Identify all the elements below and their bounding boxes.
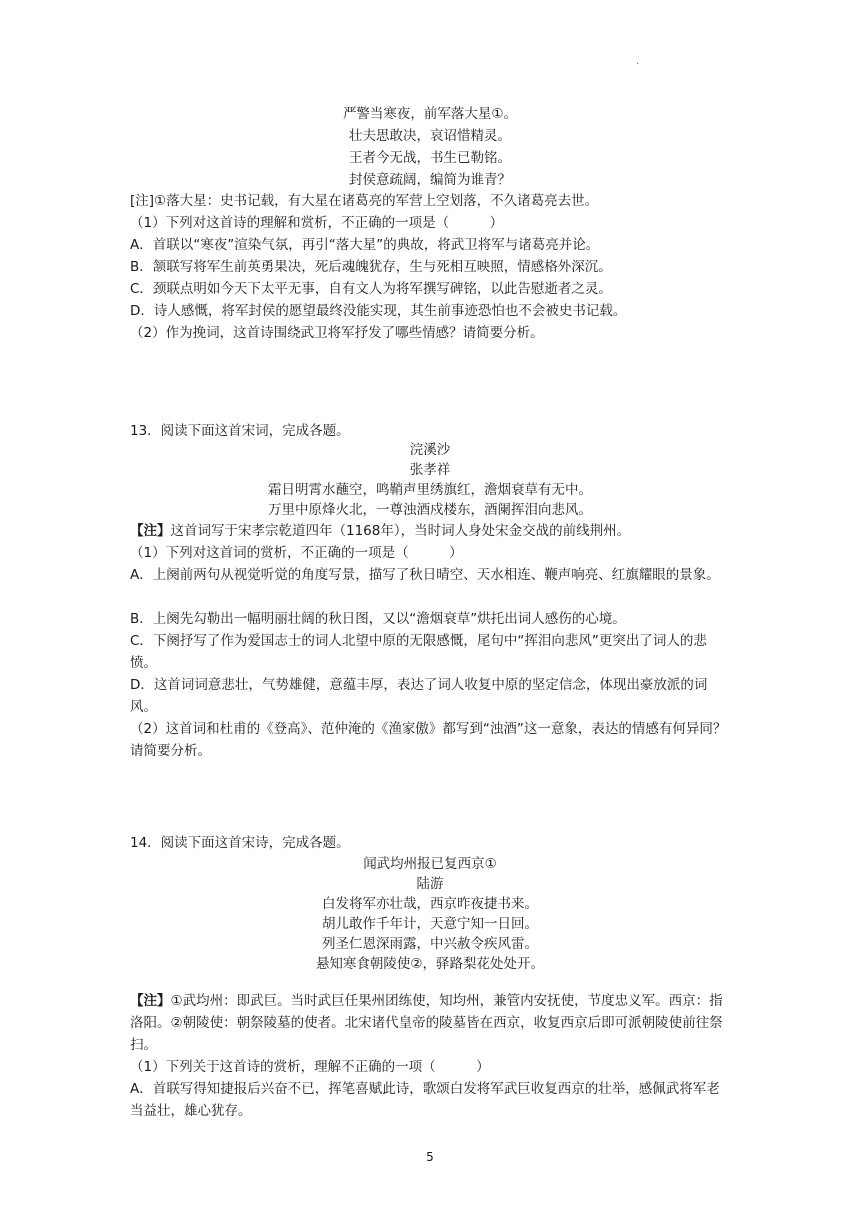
q13-option-a: A．上阕前两句从视觉听觉的角度写景，描写了秋日晴空、天水相连、鞭声响亮、红旗耀眼的景象。 bbox=[130, 567, 720, 583]
poem-line: 胡儿敢作千年计，天意宁知一日回。 bbox=[322, 916, 538, 932]
poem-line: 王者今无战，书生已勒铭。 bbox=[349, 150, 511, 166]
q14-author: 陆游 bbox=[416, 876, 444, 892]
q13-author: 张孝祥 bbox=[409, 462, 451, 478]
q12-sub1: （1）下列对这首诗的理解和赏析，不正确的一项是（ ） bbox=[130, 215, 504, 231]
page-mark: . bbox=[636, 56, 640, 67]
poem-line: 列圣仁恩深雨露，中兴赦令疾风雷。 bbox=[322, 936, 538, 952]
note-text: 这首词写于宋孝宗乾道四年（1168年），当时词人身处宋金交战的前线荆州。 bbox=[170, 523, 631, 539]
q13-option-c: C．下阕抒写了作为爱国志士的词人北望中原的无限感慨，尾句中“挥泪向悲风”更突出了词人的悲愤。 bbox=[130, 633, 707, 671]
note-mark: 【注】 bbox=[130, 993, 171, 1009]
q13-heading: 13．阅读下面这首宋词，完成各题。 bbox=[130, 423, 350, 439]
q13-sub2: （2）这首词和杜甫的《登高》、范仲淹的《渔家傲》都写到“浊酒”这一意象，表达的情感有何异同？请简要分析。 bbox=[130, 721, 727, 759]
q12-note: [注]①落大星：史书记载，有大星在诸葛亮的军营上空划落，不久诸葛亮去世。 bbox=[130, 193, 599, 209]
poem-line: 万里中原烽火北，一尊浊酒戍楼东，酒阑挥泪向悲风。 bbox=[268, 502, 592, 518]
q14-sub1: （1）下列关于这首诗的赏析，理解不正确的一项（ ） bbox=[130, 1059, 490, 1075]
note-text: ①武均州：即武巨。当时武巨任果州团练使，知均州，兼管内安抚使，节度忠义军。西京：指洛阳。②朝陵使：朝祭陵墓的使者。北宋诸代皇帝的陵墓皆在西京，收复西京后即可派朝陵使前往祭扫。 bbox=[130, 993, 723, 1053]
q12-option-c: C．颈联点明如今天下太平无事，自有文人为将军撰写碑铭，以此告慰逝者之灵。 bbox=[130, 281, 612, 297]
poem-line: 白发将军亦壮哉，西京昨夜捷书来。 bbox=[322, 896, 538, 912]
note-mark: 【注】 bbox=[130, 523, 171, 539]
q13-note bbox=[130, 520, 730, 542]
poem-line: 悬知寒食朝陵使②，驿路梨花处处开。 bbox=[315, 956, 545, 972]
q14-title: 闻武均州报已复西京① bbox=[363, 856, 497, 872]
q14-heading: 14．阅读下面这首宋诗，完成各题。 bbox=[130, 835, 350, 851]
poem-line: 严警当寒夜，前军落大星①。 bbox=[342, 106, 518, 122]
q12-option-d: D．诗人感慨，将军封侯的愿望最终没能实现，其生前事迹恐怕也不会被史书记载。 bbox=[130, 303, 627, 319]
q13-option-d: D．这首词词意悲壮，气势雄健，意蕴丰厚，表达了词人收复中原的坚定信念，体现出豪放派的词风。 bbox=[130, 677, 708, 715]
poem-line: 霜日明霄水蘸空，鸣鞘声里绣旗红，澹烟衰草有无中。 bbox=[268, 482, 592, 498]
q14-option-a: A．首联写得知捷报后兴奋不已，挥笔喜赋此诗，歌颂白发将军武巨收复西京的壮举，感佩武将军老当益壮，雄心犹存。 bbox=[130, 1081, 720, 1119]
poem-line: 壮夫思敢决，哀诏惜精灵。 bbox=[349, 128, 511, 144]
q12-sub2: （2）作为挽词，这首诗围绕武卫将军抒发了哪些情感？请简要分析。 bbox=[130, 325, 544, 341]
page-number: 5 bbox=[426, 1150, 434, 1164]
q13-option-b: B．上阕先勾勒出一幅明丽壮阔的秋日图，又以“澹烟衰草”烘托出词人感伤的心境。 bbox=[130, 611, 626, 627]
q13-title: 浣溪沙 bbox=[409, 442, 451, 458]
q14-note bbox=[130, 990, 730, 1056]
q12-option-b: B．颔联写将军生前英勇果决，死后魂魄犹存，生与死相互映照，情感格外深沉。 bbox=[130, 259, 612, 275]
q12-option-a: A．首联以“寒夜”渲染气氛，再引“落大星”的典故，将武卫将军与诸葛亮并论。 bbox=[130, 237, 600, 253]
q13-sub1: （1）下列对这首词的赏析，不正确的一项是（ ） bbox=[130, 545, 463, 561]
poem-line: 封侯意疏阔，编简为谁青？ bbox=[349, 172, 511, 188]
